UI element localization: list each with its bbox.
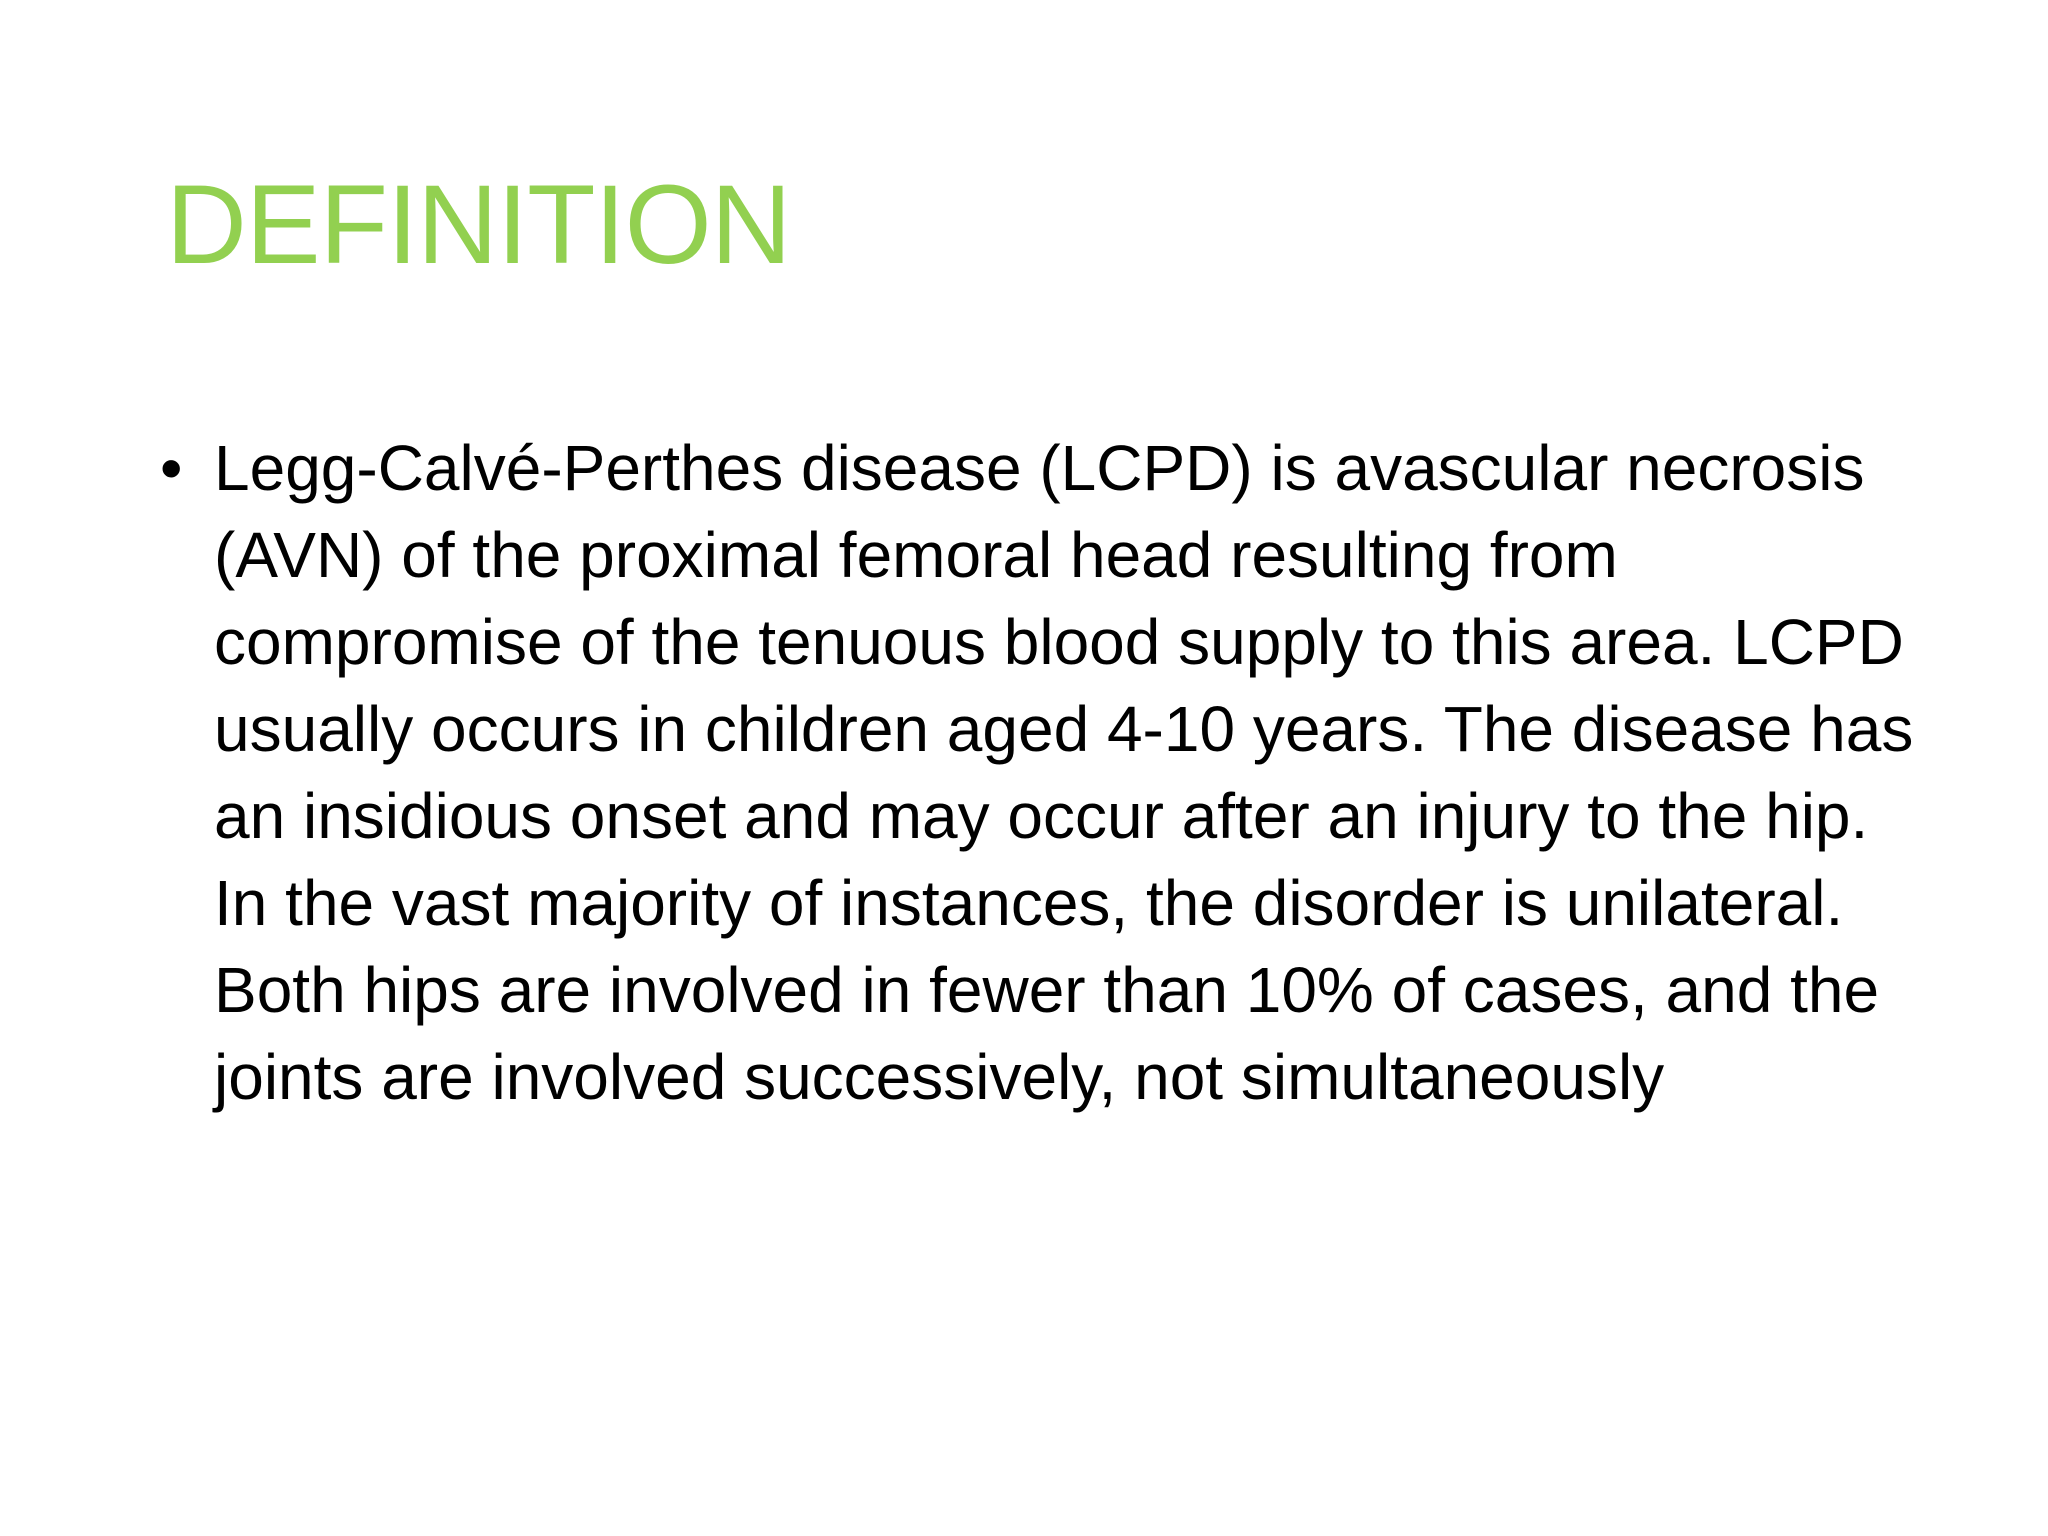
slide-title: DEFINITION	[166, 162, 791, 287]
bullet-list	[160, 425, 1914, 1121]
definition-text: Legg-Calvé-Perthes disease (LCPD) is avascular necrosis (AVN) of the proximal femoral head resulting from compromise of the tenuous blood supply to this area. LCPD usually occurs in children aged 4-10 years. The disease has an insidious onset and may occur after an injury to the hip. In the vast majority of instances, the disorder is unilateral. Both hips are involved in fewer than 10% of cases, and the joints are involved successively, not simultaneously	[214, 432, 1914, 1113]
bullet-marker: •	[160, 432, 183, 504]
bullet-item	[160, 425, 1914, 1121]
